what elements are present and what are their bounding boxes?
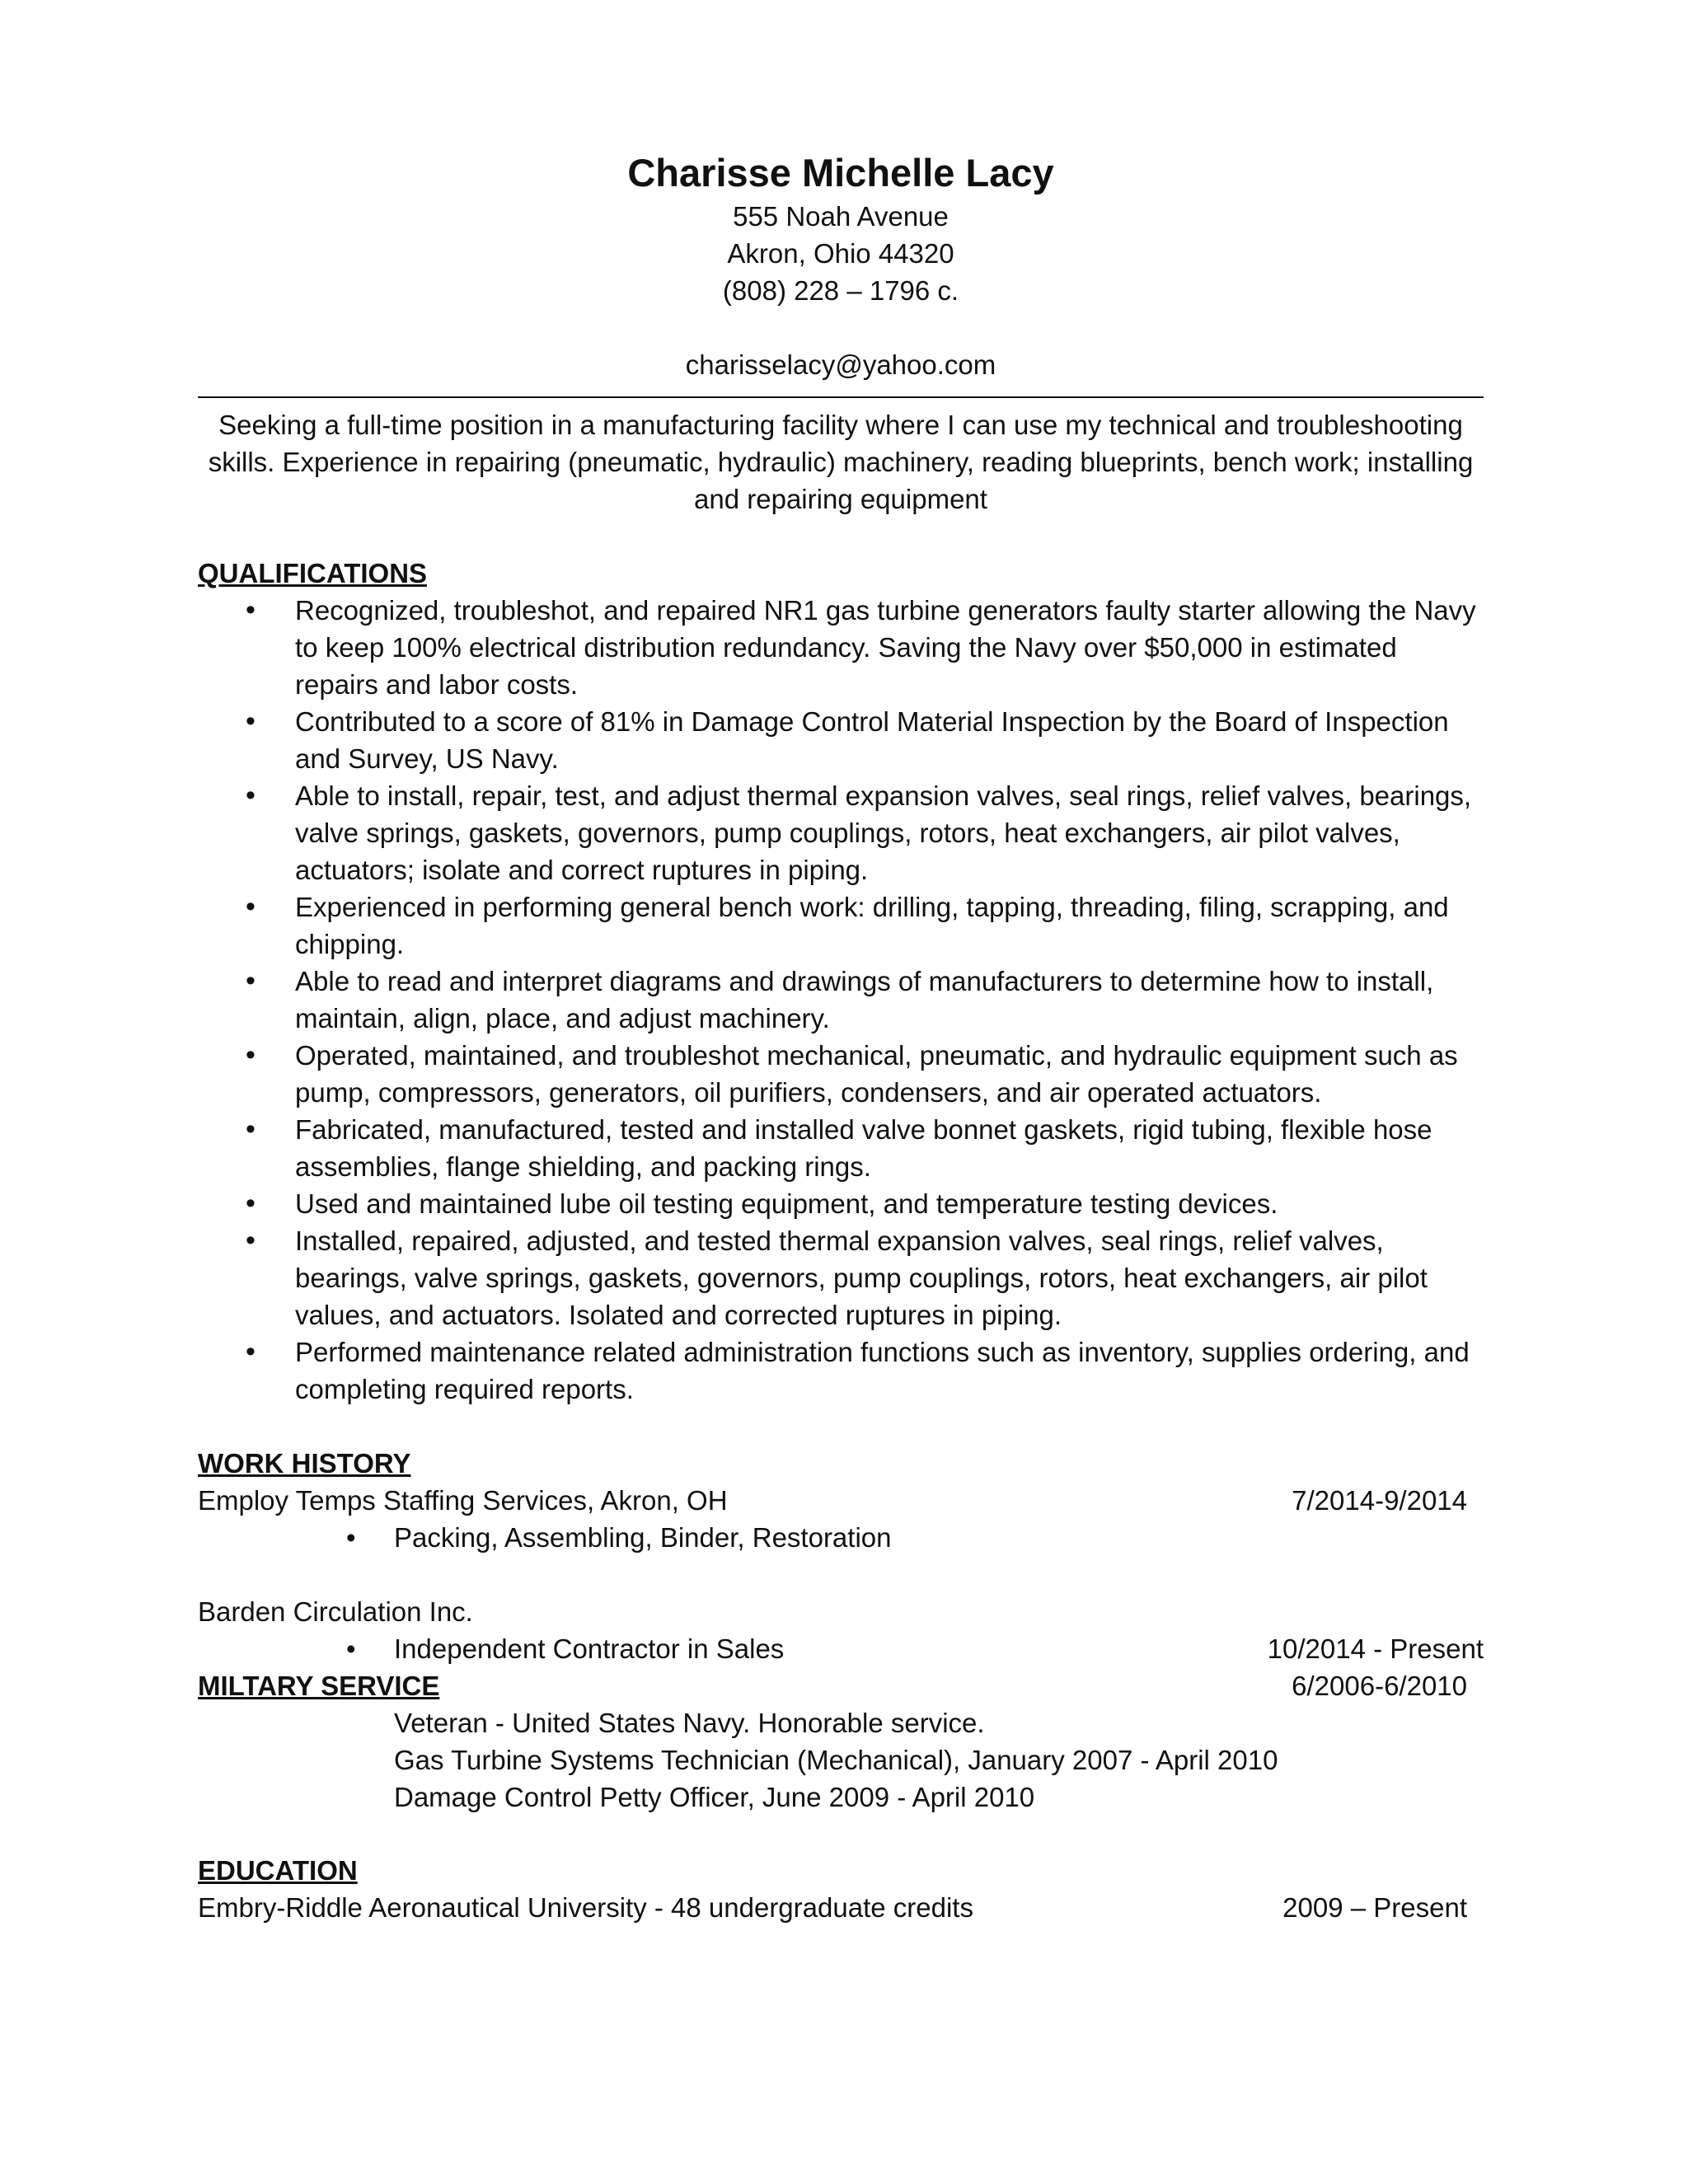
qualification-item: • Experienced in performing general bench work: drilling, tapping, threading, filing, scrapping, and chipping. bbox=[198, 888, 1484, 963]
qualifications-heading: QUALIFICATIONS bbox=[198, 558, 428, 588]
qualifications-list bbox=[198, 592, 1484, 1408]
job-employer: Barden Circulation Inc. bbox=[198, 1596, 473, 1627]
email-address: charisselacy@yahoo.com bbox=[685, 349, 996, 380]
job-duty: • Packing, Assembling, Binder, Restoration bbox=[198, 1519, 1484, 1556]
job-row bbox=[198, 1482, 1484, 1519]
job-duty: • Independent Contractor in Sales bbox=[394, 1633, 785, 1664]
work-history-heading: WORK HISTORY bbox=[198, 1448, 411, 1479]
phone-number: (808) 228 – 1796 c. bbox=[722, 275, 959, 306]
resume-page bbox=[198, 148, 1484, 1926]
job-dates: 10/2014 - Present bbox=[1267, 1633, 1484, 1664]
military-heading: MILTARY SERVICE bbox=[198, 1671, 440, 1701]
qualification-item: • Able to install, repair, test, and adjust thermal expansion valves, seal rings, relief valves, bearings, valve springs, gaskets, governors, pump couplings, rotors, heat exchangers, air pilot valves, actuators; isolate and correct ruptures in piping. bbox=[198, 777, 1484, 888]
qualification-item: • Performed maintenance related administration functions such as inventory, supplies ordering, and completing required reports. bbox=[198, 1333, 1484, 1408]
qualification-item: • Used and maintained lube oil testing equipment, and temperature testing devices. bbox=[198, 1185, 1484, 1222]
spacer bbox=[198, 1556, 1484, 1593]
objective-statement: Seeking a full-time position in a manufacturing facility where I can use my technical and troubleshooting skills. Experience in repairing (pneumatic, hydraulic) machinery, reading blueprints, bench work; installing and repairing equipment bbox=[208, 410, 1474, 514]
qualification-item: • Fabricated, manufactured, tested and installed valve bonnet gaskets, rigid tubing, flexible hose assemblies, flange shielding, and packing rings. bbox=[198, 1111, 1484, 1185]
candidate-name: Charisse Michelle Lacy bbox=[627, 151, 1054, 194]
qualification-item: • Installed, repaired, adjusted, and tested thermal expansion valves, seal rings, relief valves, bearings, valve springs, gaskets, governors, pump couplings, rotors, heat exchangers, air pilot values, and actuators. Isolated and corrected ruptures in piping. bbox=[198, 1222, 1484, 1333]
job-employer: Employ Temps Staffing Services, Akron, OH bbox=[198, 1485, 728, 1516]
address-city: Akron, Ohio 44320 bbox=[727, 238, 954, 269]
header-divider bbox=[198, 396, 1484, 398]
education-heading: EDUCATION bbox=[198, 1855, 358, 1886]
qualification-item: • Recognized, troubleshot, and repaired NR1 gas turbine generators faulty starter allowing the Navy to keep 100% electrical distribution redundancy. Saving the Navy over $50,000 in estimated repairs and labor costs. bbox=[198, 592, 1484, 703]
military-dates: 6/2006-6/2010 bbox=[1292, 1671, 1467, 1701]
education-row bbox=[198, 1889, 1484, 1926]
military-line: Veteran - United States Navy. Honorable service. bbox=[394, 1708, 985, 1738]
address-street: 555 Noah Avenue bbox=[733, 201, 949, 232]
qualification-item: • Able to read and interpret diagrams and drawings of manufacturers to determine how to install, maintain, align, place, and adjust machinery. bbox=[198, 963, 1484, 1037]
military-line: Damage Control Petty Officer, June 2009 - April 2010 bbox=[394, 1782, 1035, 1812]
job-dates: 7/2014-9/2014 bbox=[1292, 1485, 1467, 1516]
education-school: Embry-Riddle Aeronautical University - 48 undergraduate credits bbox=[198, 1892, 973, 1923]
qualification-item: • Contributed to a score of 81% in Damage Control Material Inspection by the Board of Inspection and Survey, US Navy. bbox=[198, 703, 1484, 777]
qualification-item: • Operated, maintained, and troubleshot mechanical, pneumatic, and hydraulic equipment such as pump, compressors, generators, oil purifiers, condensers, and air operated actuators. bbox=[198, 1037, 1484, 1111]
military-line: Gas Turbine Systems Technician (Mechanical), January 2007 - April 2010 bbox=[394, 1745, 1278, 1775]
education-dates: 2009 – Present bbox=[1282, 1892, 1467, 1923]
job-duty-row bbox=[198, 1630, 1484, 1667]
military-heading-row bbox=[198, 1667, 1484, 1704]
